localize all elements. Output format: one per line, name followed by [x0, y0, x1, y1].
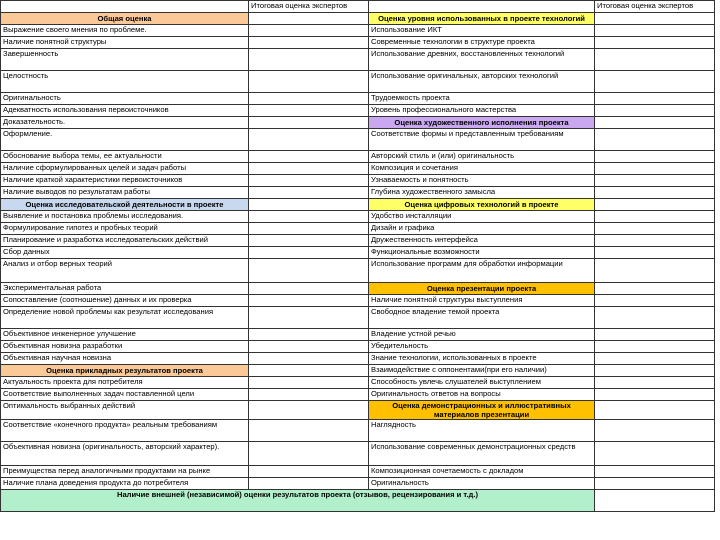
- table-row: [1, 13, 715, 25]
- score-cell: [595, 235, 715, 247]
- table-row: [1, 199, 715, 211]
- table-row: [1, 1, 715, 13]
- left-applied-title-section-header: Оценка прикладных результатов проекта: [1, 365, 249, 377]
- score-cell: [249, 341, 369, 353]
- score-cell: [595, 129, 715, 151]
- score-cell: [249, 478, 369, 490]
- criterion-left-research-7: Определение новой проблемы как результат исследования: [1, 307, 249, 329]
- score-cell: [595, 442, 715, 466]
- criterion-left-research-8: Объективное инженерное улучшение: [1, 329, 249, 341]
- criterion-right-digital-2: Дружественность интерфейса: [369, 235, 595, 247]
- score-cell: [595, 211, 715, 223]
- score-cell: [249, 13, 369, 25]
- table-row: [1, 151, 715, 163]
- right-blank-cell: [369, 1, 595, 13]
- score-cell: [595, 199, 715, 211]
- table-row: [1, 93, 715, 105]
- criterion-right-presentation-3: Убедительность: [369, 341, 595, 353]
- score-cell: [249, 117, 369, 129]
- score-cell: [595, 466, 715, 478]
- score-cell: [249, 187, 369, 199]
- score-cell: [595, 478, 715, 490]
- criterion-left-applied-1: Соответствие выполненных задач поставленной цели: [1, 389, 249, 401]
- score-cell: [595, 377, 715, 389]
- score-cell: [249, 420, 369, 442]
- criterion-left-research-5: Экспериментальная работа: [1, 283, 249, 295]
- score-cell: [595, 117, 715, 129]
- criterion-left-applied-3: Соответствие «конечного продукта» реальным требованиям: [1, 420, 249, 442]
- criterion-left-applied-6: Наличие плана доведения продукта до потребителя: [1, 478, 249, 490]
- left-general-title-section-header: Общая оценка: [1, 13, 249, 25]
- table-row: [1, 49, 715, 71]
- score-cell: [249, 353, 369, 365]
- criterion-right-digital-1: Дизайн и графика: [369, 223, 595, 235]
- score-cell: [249, 377, 369, 389]
- score-cell: [595, 187, 715, 199]
- criterion-left-general-0: Выражение своего мнения по проблеме.: [1, 25, 249, 37]
- criterion-left-general-11: Наличие выводов по результатам работы: [1, 187, 249, 199]
- score-cell: [595, 93, 715, 105]
- score-cell: [249, 247, 369, 259]
- criterion-right-digital-4: Использование программ для обработки информации: [369, 259, 595, 283]
- score-cell: [249, 365, 369, 377]
- score-cell: [249, 93, 369, 105]
- criterion-right-presentation-0: Наличие понятной структуры выступления: [369, 295, 595, 307]
- criterion-right-presentation-4: Знание технологии, использованных в проекте: [369, 353, 595, 365]
- score-cell: [249, 259, 369, 283]
- criterion-right-art-1: Авторский стиль и (или) оригинальность: [369, 151, 595, 163]
- score-cell: [595, 175, 715, 187]
- left-blank-cell: [1, 1, 249, 13]
- score-cell: [249, 466, 369, 478]
- table-row: [1, 401, 715, 420]
- table-row: [1, 420, 715, 442]
- score-cell: [249, 211, 369, 223]
- table-row: [1, 129, 715, 151]
- score-cell: [595, 329, 715, 341]
- table-row: [1, 442, 715, 466]
- criterion-right-art-2: Композиция и сочетания: [369, 163, 595, 175]
- score-cell: [595, 353, 715, 365]
- table-row: [1, 175, 715, 187]
- table-row: [1, 389, 715, 401]
- table-row: [1, 283, 715, 295]
- score-cell: [595, 307, 715, 329]
- score-cell: [595, 420, 715, 442]
- criterion-left-general-3: Целостность: [1, 71, 249, 93]
- criterion-left-research-0: Выявление и постановка проблемы исследования.: [1, 211, 249, 223]
- score-cell: [249, 329, 369, 341]
- table-row: [1, 105, 715, 117]
- score-cell: [249, 37, 369, 49]
- score-cell: [595, 341, 715, 353]
- score-cell: [249, 295, 369, 307]
- criterion-right-demo-1: Использование современных демонстрационных средств: [369, 442, 595, 466]
- score-cell: [249, 71, 369, 93]
- score-cell: [595, 295, 715, 307]
- criterion-right-digital-0: Удобство инсталляции: [369, 211, 595, 223]
- criterion-left-applied-0: Актуальность проекта для потребителя: [1, 377, 249, 389]
- score-header: Итоговая оценка экспертов: [595, 1, 715, 13]
- table-row: [1, 187, 715, 199]
- score-cell: [249, 175, 369, 187]
- table-row: [1, 37, 715, 49]
- table-row: [1, 163, 715, 175]
- score-cell: [249, 283, 369, 295]
- left-research-title-section-header: Оценка исследовательской деятельности в проекте: [1, 199, 249, 211]
- score-cell: [249, 25, 369, 37]
- criterion-left-research-9: Объективная новизна разработки: [1, 341, 249, 353]
- table-row: [1, 353, 715, 365]
- right-tech-title-section-header: Оценка уровня использованных в проекте технологий: [369, 13, 595, 25]
- criterion-left-research-6: Сопоставление (соотношение) данных и их проверка: [1, 295, 249, 307]
- criterion-left-general-7: Оформление.: [1, 129, 249, 151]
- criterion-left-general-2: Завершенность: [1, 49, 249, 71]
- right-digital-title-section-header: Оценка цифровых технологий в проекте: [369, 199, 595, 211]
- table-row: [1, 235, 715, 247]
- score-cell: [249, 49, 369, 71]
- criterion-right-digital-3: Функциональные возможности: [369, 247, 595, 259]
- score-cell: [249, 129, 369, 151]
- right-art-title-section-header: Оценка художественного исполнения проекта: [369, 117, 595, 129]
- criterion-right-demo-3: Оригинальность: [369, 478, 595, 490]
- criterion-left-applied-2: Оптимальность выбранных действий: [1, 401, 249, 420]
- table-row: [1, 247, 715, 259]
- score-cell: [249, 223, 369, 235]
- criterion-left-general-6: Доказательность.: [1, 117, 249, 129]
- criterion-right-art-0: Соответствие формы и представленным требованиям: [369, 129, 595, 151]
- score-cell: [595, 247, 715, 259]
- score-cell: [249, 163, 369, 175]
- score-header: Итоговая оценка экспертов: [249, 1, 369, 13]
- score-cell: [249, 401, 369, 420]
- table-row: [1, 259, 715, 283]
- criterion-left-applied-4: Объективная новизна (оригинальность, авторский характер).: [1, 442, 249, 466]
- criterion-left-research-4: Анализ и отбор верных теорий: [1, 259, 249, 283]
- criterion-right-tech-4: Трудоемкость проекта: [369, 93, 595, 105]
- score-cell: [595, 163, 715, 175]
- score-cell: [249, 389, 369, 401]
- criterion-left-applied-5: Преимущества перед аналогичными продуктами на рынке: [1, 466, 249, 478]
- table-row: [1, 377, 715, 389]
- criterion-right-tech-0: Использование ИКТ: [369, 25, 595, 37]
- criterion-right-presentation-2: Владение устной речью: [369, 329, 595, 341]
- table-row: [1, 25, 715, 37]
- score-cell: [595, 365, 715, 377]
- criterion-right-art-3: Узнаваемость и понятность: [369, 175, 595, 187]
- criterion-right-demo-2: Композиционная сочетаемость с докладом: [369, 466, 595, 478]
- criterion-right-tech-1: Современные технологии в структуре проекта: [369, 37, 595, 49]
- criterion-right-presentation-5: Взаимодействие с оппонентами(при его наличии): [369, 365, 595, 377]
- table-row: [1, 295, 715, 307]
- score-cell: [249, 307, 369, 329]
- table-row: [1, 223, 715, 235]
- external-review-footer: Наличие внешней (независимой) оценки результатов проекта (отзывов, рецензирования и т.д.): [1, 490, 595, 512]
- score-cell: [595, 105, 715, 117]
- score-cell: [595, 283, 715, 295]
- criterion-left-research-3: Сбор данных: [1, 247, 249, 259]
- criterion-left-general-8: Обоснование выбора темы, ее актуальности: [1, 151, 249, 163]
- table-row: [1, 341, 715, 353]
- score-cell: [249, 105, 369, 117]
- score-cell: [595, 401, 715, 420]
- criterion-right-presentation-6: Способность увлечь слушателей выступлением: [369, 377, 595, 389]
- criterion-right-tech-2: Использование древних, восстановленных технологий: [369, 49, 595, 71]
- table-row: [1, 211, 715, 223]
- table-row: [1, 71, 715, 93]
- criterion-right-tech-5: Уровень профессионального мастерства: [369, 105, 595, 117]
- table-row: [1, 307, 715, 329]
- criterion-right-presentation-1: Свободное владение темой проекта: [369, 307, 595, 329]
- criterion-left-general-4: Оригинальность: [1, 93, 249, 105]
- criterion-left-research-1: Формулирование гипотез и пробных теорий: [1, 223, 249, 235]
- criterion-left-general-9: Наличие сформулированных целей и задач работы: [1, 163, 249, 175]
- table-row: [1, 466, 715, 478]
- score-cell: [595, 71, 715, 93]
- criterion-left-research-10: Объективная научная новизна: [1, 353, 249, 365]
- criterion-right-presentation-7: Оригинальность ответов на вопросы: [369, 389, 595, 401]
- score-cell: [595, 223, 715, 235]
- criterion-left-general-5: Адекватность использования первоисточников: [1, 105, 249, 117]
- table-row: [1, 490, 715, 512]
- criterion-left-general-10: Наличие краткой характеристики первоисточников: [1, 175, 249, 187]
- score-cell: [595, 37, 715, 49]
- score-cell: [595, 25, 715, 37]
- right-presentation-title-section-header: Оценка презентации проекта: [369, 283, 595, 295]
- criterion-right-tech-3: Использование оригинальных, авторских технологий: [369, 71, 595, 93]
- right-demo-title-section-header: Оценка демонстрационных и иллюстративных материалов презентации: [369, 401, 595, 420]
- table-row: [1, 117, 715, 129]
- table-row: [1, 478, 715, 490]
- criterion-right-demo-0: Наглядность: [369, 420, 595, 442]
- criterion-left-general-1: Наличие понятной структуры: [1, 37, 249, 49]
- criterion-right-art-4: Глубина художественного замысла: [369, 187, 595, 199]
- score-cell: [249, 151, 369, 163]
- table-row: [1, 365, 715, 377]
- score-cell: [595, 13, 715, 25]
- score-cell: [595, 490, 715, 512]
- score-cell: [249, 235, 369, 247]
- score-cell: [595, 49, 715, 71]
- criterion-left-research-2: Планирование и разработка исследовательских действий: [1, 235, 249, 247]
- score-cell: [595, 151, 715, 163]
- score-cell: [249, 442, 369, 466]
- score-cell: [249, 199, 369, 211]
- score-cell: [595, 389, 715, 401]
- score-cell: [595, 259, 715, 283]
- table-row: [1, 329, 715, 341]
